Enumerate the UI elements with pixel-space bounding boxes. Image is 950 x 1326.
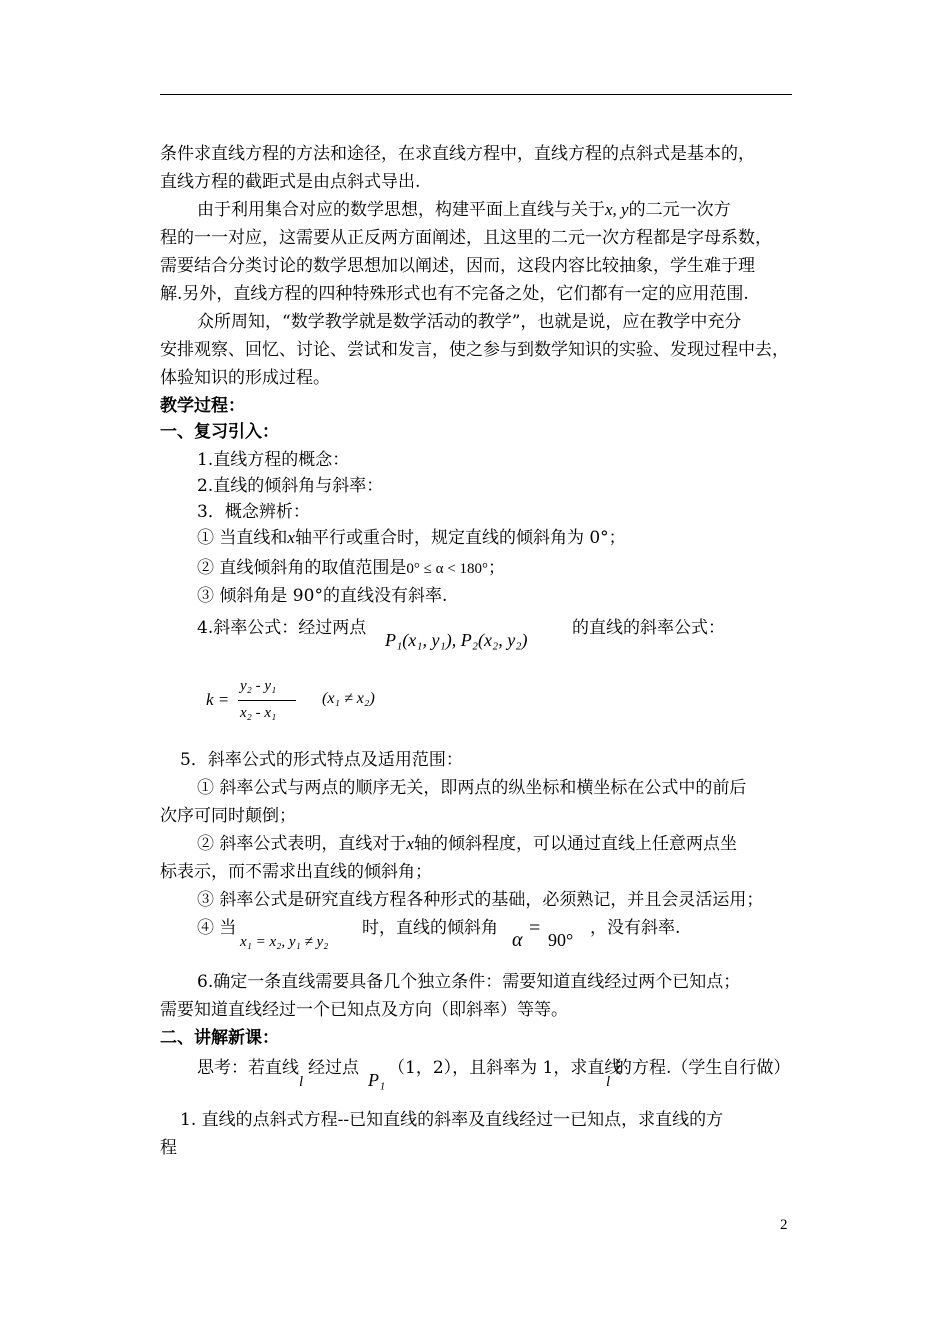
paragraph-line: 解.另外，直线方程的四种特殊形式也有不完备之处，它们都有一定的应用范围.	[160, 284, 749, 304]
header-rule	[160, 94, 792, 95]
review-item-6: 6.确定一条直线需要具备几个独立条件：需要知道直线经过两个已知点；	[197, 972, 741, 992]
feature-2-cont: 标表示，而不需求出直线的倾斜角；	[160, 862, 432, 882]
heading-section1: 一、复习引入：	[160, 422, 279, 442]
formula-denominator: x₂ - x₁	[240, 705, 277, 721]
fraction-bar	[238, 700, 296, 701]
feature-1: ① 斜率公式与两点的顺序无关，即两点的纵坐标和横坐标在公式中的前后	[197, 778, 747, 798]
think-prompt-3: （1，2），且斜率为 1，求直线	[388, 1058, 622, 1078]
point-slope-heading-cont: 程	[160, 1138, 177, 1158]
alpha-symbol: α	[512, 929, 523, 951]
review-item-6-cont: 需要知道直线经过一个已知点及方向（即斜率）等等。	[160, 1000, 568, 1020]
paragraph-line: 需要结合分类讨论的数学思想加以阐述，因而，这段内容比较抽象，学生难于理	[160, 256, 755, 276]
concept-1: ① 当直线和x轴平行或重合时，规定直线的倾斜角为 0°；	[197, 528, 626, 548]
two-points-math: P₁(x₁, y₁), P₂(x₂, y₂)	[385, 630, 528, 650]
feature-4-tail: ，没有斜率.	[590, 918, 681, 938]
equal-x-math: x₁ = x₂, y₁ ≠ y₂	[240, 934, 329, 950]
feature-2: ② 斜率公式表明，直线对于x轴的倾斜程度，可以通过直线上任意两点坐	[197, 834, 737, 854]
paragraph-line: 直线方程的截距式是由点斜式导出.	[160, 172, 421, 192]
equals-sign: =	[529, 917, 541, 939]
heading-process: 教学过程：	[160, 396, 245, 416]
page-number: 2	[780, 1217, 788, 1233]
review-item-4-tail: 的直线的斜率公式：	[572, 618, 725, 638]
paragraph-line: 条件求直线方程的方法和途径，在求直线方程中，直线方程的点斜式是基本的，	[160, 144, 755, 164]
point-p1-symbol: P₁	[368, 1070, 386, 1090]
paragraph-line: 众所周知，“数学教学就是数学活动的教学”，也就是说，应在教学中充分	[197, 312, 742, 332]
feature-3: ③ 斜率公式是研究直线方程各种形式的基础，必须熟记，并且会灵活运用；	[197, 890, 764, 910]
think-prompt-2: 经过点	[308, 1058, 359, 1078]
ninety-degrees: 90°	[548, 930, 574, 950]
variable-xy: x, y	[605, 200, 629, 219]
feature-4: ④ 当	[197, 918, 237, 938]
formula-k: k =	[206, 690, 230, 709]
review-item-2: 2.直线的倾斜角与斜率：	[197, 476, 384, 496]
concept-2: ② 直线倾斜角的取值范围是0° ≤ α < 180°；	[197, 558, 505, 578]
review-item-3: 3．概念辨析：	[197, 502, 310, 522]
point-slope-heading: 1. 直线的点斜式方程--已知直线的斜率及直线经过一已知点，求直线的方	[180, 1110, 724, 1130]
review-item-4: 4.斜率公式：经过两点	[197, 618, 367, 638]
line-l-symbol: l	[606, 1074, 611, 1090]
formula-numerator: y₂ - y₁	[240, 678, 277, 694]
think-prompt-4: 的方程.（学生自行做）	[615, 1058, 791, 1078]
paragraph-line: 由于利用集合对应的数学思想，构建平面上直线与关于x, y的二元一次方	[197, 200, 731, 220]
paragraph-line: 体验知识的形成过程。	[160, 368, 330, 388]
line-l-symbol: l	[299, 1074, 304, 1090]
heading-section2: 二、讲解新课：	[160, 1028, 279, 1048]
review-item-5: 5．斜率公式的形式特点及适用范围：	[180, 750, 463, 770]
review-item-1: 1.直线方程的概念：	[197, 450, 350, 470]
paragraph-line: 安排观察、回忆、讨论、尝试和发言，使之参与到数学知识的实验、发现过程中去，	[160, 340, 789, 360]
concept-3: ③ 倾斜角是 90°的直线没有斜率.	[197, 586, 448, 606]
feature-1-cont: 次序可同时颠倒；	[160, 806, 296, 826]
formula-condition: (x₁ ≠ x₂)	[322, 690, 375, 707]
think-prompt: 思考：若直线	[197, 1058, 299, 1078]
angle-range-math: 0° ≤ α < 180°	[406, 561, 488, 577]
paragraph-line: 程的一一对应，这需要从正反两方面阐述，且这里的二元一次方程都是字母系数，	[160, 228, 772, 248]
feature-4-mid: 时，直线的倾斜角	[362, 918, 498, 938]
